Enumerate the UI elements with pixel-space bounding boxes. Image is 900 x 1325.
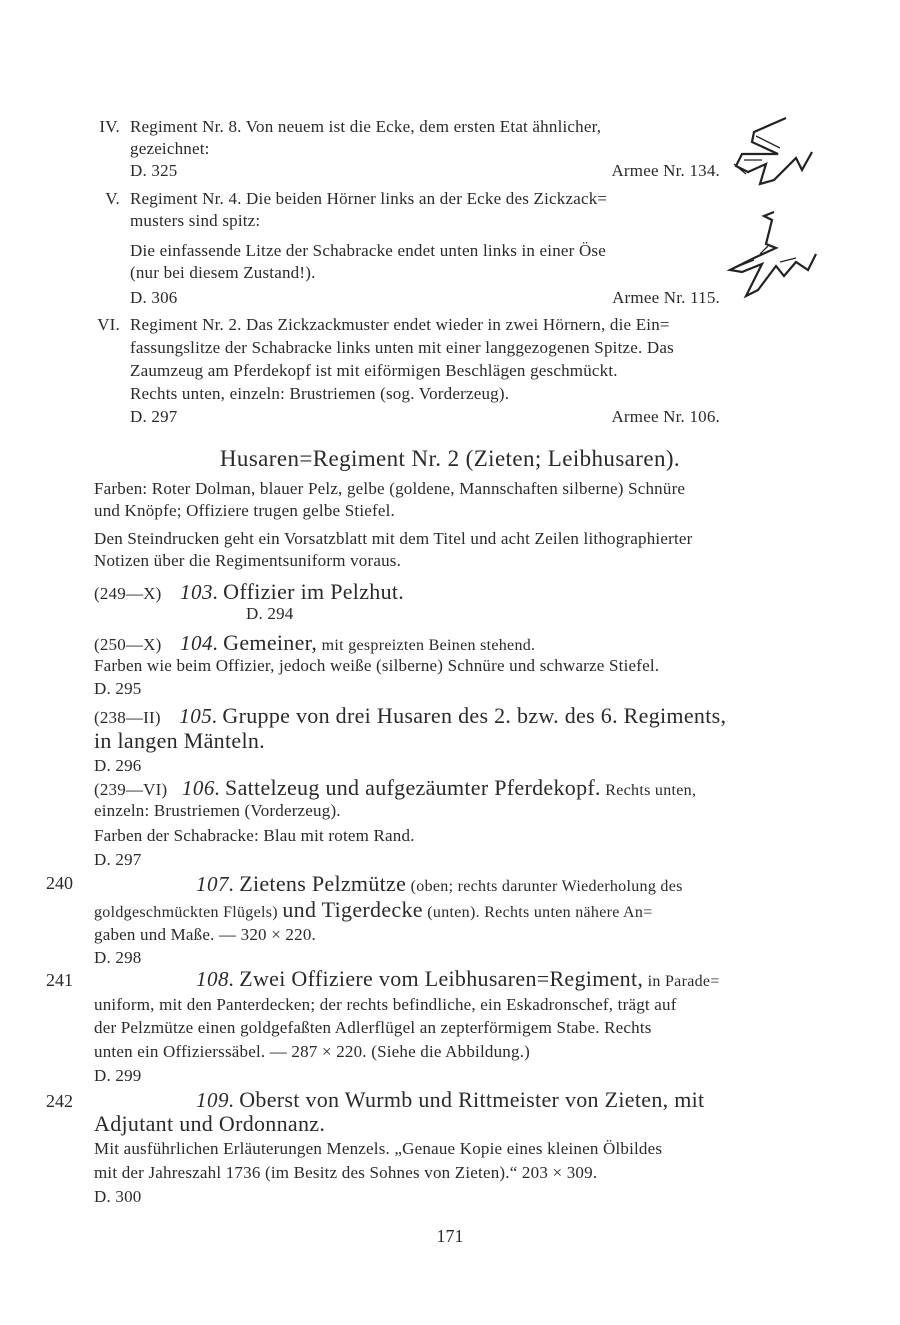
intro-line2: und Knöpfe; Offiziere trugen gelbe Stiefel. xyxy=(94,501,395,520)
entry-vi-line4: Rechts unten, einzeln: Brustriemen (sog. Vorderzeug). xyxy=(130,384,510,403)
item-108-rest: in Parade= xyxy=(647,973,720,990)
item-103-ref: (249—X) xyxy=(94,584,162,603)
item-109-d: D. 300 xyxy=(94,1187,142,1206)
item-103-title: Offizier im Pelzhut. xyxy=(223,579,405,604)
item-108-line3: der Pelzmütze einen goldgefaßten Adlerflügel an zepterförmigem Stabe. Rechts xyxy=(94,1018,652,1037)
entry-iv-d: D. 325 xyxy=(130,161,178,180)
item-104-rest: mit gespreizten Beinen stehend. xyxy=(321,637,536,654)
zigzag-corner-figure-1 xyxy=(726,114,816,194)
item-109-line2: Mit ausführlichen Erläuterungen Menzels. „Genaue Kopie eines kleinen Ölbildes xyxy=(94,1139,663,1158)
item-104-d: D. 295 xyxy=(94,679,142,698)
entry-vi-d: D. 297 xyxy=(130,407,178,426)
item-104-number: 104. xyxy=(179,631,219,655)
item-107-line2 xyxy=(94,899,653,924)
item-108 xyxy=(196,968,720,993)
item-105-d: D. 296 xyxy=(94,756,142,775)
entry-vi-number: VI. xyxy=(97,315,120,334)
intro-line1: Farben: Roter Dolman, blauer Pelz, gelbe (goldene, Mannschaften silberne) Schnüre xyxy=(94,479,686,498)
item-103 xyxy=(94,581,404,605)
item-106-d: D. 297 xyxy=(94,850,142,869)
item-107-number: 107. xyxy=(196,872,235,896)
item-107-line2c: (unten). Rechts unten nähere An= xyxy=(427,904,653,921)
margin-number-240: 240 xyxy=(46,873,73,893)
item-106-line3: Farben der Schabracke: Blau mit rotem Rand. xyxy=(94,826,415,845)
entry-vi-line1: Regiment Nr. 2. Das Zickzackmuster endet wieder in zwei Hörnern, die Ein= xyxy=(130,315,670,334)
entry-v-number: V. xyxy=(105,189,120,208)
entry-v-line4: (nur bei diesem Zustand!). xyxy=(130,263,316,282)
item-104-line2: Farben wie beim Offizier, jedoch weiße (silberne) Schnüre und schwarze Stiefel. xyxy=(94,656,660,675)
item-103-d: D. 294 xyxy=(246,604,294,623)
entry-v-line1: Regiment Nr. 4. Die beiden Hörner links an der Ecke des Zickzack= xyxy=(130,189,608,208)
item-107-rest: (oben; rechts darunter Wiederholung des xyxy=(410,878,683,895)
page-number: 171 xyxy=(436,1226,464,1246)
item-108-line4: unten ein Offizierssäbel. — 287 × 220. (Siehe die Abbildung.) xyxy=(94,1042,531,1061)
item-107-line2a: goldgeschmückten Flügels) xyxy=(94,904,278,921)
item-106 xyxy=(94,777,696,802)
item-106-ref: (239—VI) xyxy=(94,780,168,799)
item-106-number: 106. xyxy=(181,776,221,800)
item-109-title2: Adjutant und Ordonnanz. xyxy=(94,1111,326,1136)
item-109-title: Oberst von Wurmb und Rittmeister von Zieten, mit xyxy=(239,1087,705,1112)
item-107-d: D. 298 xyxy=(94,948,142,967)
item-104-title: Gemeiner, xyxy=(223,630,318,655)
section-heading: Husaren=Regiment Nr. 2 (Zieten; Leibhusaren). xyxy=(219,446,681,471)
item-104-ref: (250—X) xyxy=(94,635,162,654)
intro-line3: Den Steindrucken geht ein Vorsatzblatt mit dem Titel und acht Zeilen lithographierter xyxy=(94,529,693,548)
item-108-number: 108. xyxy=(196,967,235,991)
item-108-title: Zwei Offiziere vom Leibhusaren=Regiment, xyxy=(239,966,644,991)
entry-iv-line2: gezeichnet: xyxy=(130,139,210,158)
item-107 xyxy=(196,873,683,898)
item-108-d: D. 299 xyxy=(94,1066,142,1085)
item-107-line2b: und Tigerdecke xyxy=(282,897,423,922)
item-103-number: 103. xyxy=(179,580,219,604)
item-105-title: Gruppe von drei Husaren des 2. bzw. des 6. Regiments, xyxy=(222,703,727,728)
entry-v-d: D. 306 xyxy=(130,288,178,307)
entry-v-line2: musters sind spitz: xyxy=(130,211,261,230)
item-109 xyxy=(196,1089,704,1113)
item-107-line3: gaben und Maße. — 320 × 220. xyxy=(94,925,316,944)
entry-iv-armee: Armee Nr. 134. xyxy=(611,161,720,180)
zigzag-corner-figure-2 xyxy=(724,210,824,302)
item-105-title2: in langen Mänteln. xyxy=(94,728,265,753)
entry-vi-armee: Armee Nr. 106. xyxy=(611,407,720,426)
item-105-ref: (238—II) xyxy=(94,708,161,727)
intro-line4: Notizen über die Regimentsuniform voraus. xyxy=(94,551,402,570)
item-109-line3: mit der Jahreszahl 1736 (im Besitz des Sohnes von Zieten).“ 203 × 309. xyxy=(94,1163,598,1182)
item-108-line2: uniform, mit den Panterdecken; der rechts befindliche, ein Eskadronschef, trägt auf xyxy=(94,995,677,1014)
entry-v-line3: Die einfassende Litze der Schabracke endet unten links in einer Öse xyxy=(130,241,606,260)
zigzag-corner-1-icon xyxy=(726,114,816,194)
item-107-title: Zietens Pelzmütze xyxy=(239,871,407,896)
entry-v-armee: Armee Nr. 115. xyxy=(612,288,720,307)
item-106-line2: einzeln: Brustriemen (Vorderzeug). xyxy=(94,801,341,820)
entry-vi-line2: fassungslitze der Schabracke links unten mit einer langgezogenen Spitze. Das xyxy=(130,338,674,357)
entry-iv-line1: Regiment Nr. 8. Von neuem ist die Ecke, dem ersten Etat ähnlicher, xyxy=(130,117,602,136)
item-104 xyxy=(94,632,535,657)
item-109-number: 109. xyxy=(196,1088,235,1112)
zigzag-corner-2-icon xyxy=(724,210,824,302)
item-105 xyxy=(94,705,726,729)
item-105-number: 105. xyxy=(179,704,218,728)
item-106-rest: Rechts unten, xyxy=(605,782,697,799)
entry-iv-number: IV. xyxy=(99,117,120,136)
margin-number-241: 241 xyxy=(46,970,73,990)
margin-number-242: 242 xyxy=(46,1091,73,1111)
item-106-title: Sattelzeug und aufgezäumter Pferdekopf. xyxy=(225,775,601,800)
entry-vi-line3: Zaumzeug am Pferdekopf ist mit eiförmigen Beschlägen geschmückt. xyxy=(130,361,618,380)
